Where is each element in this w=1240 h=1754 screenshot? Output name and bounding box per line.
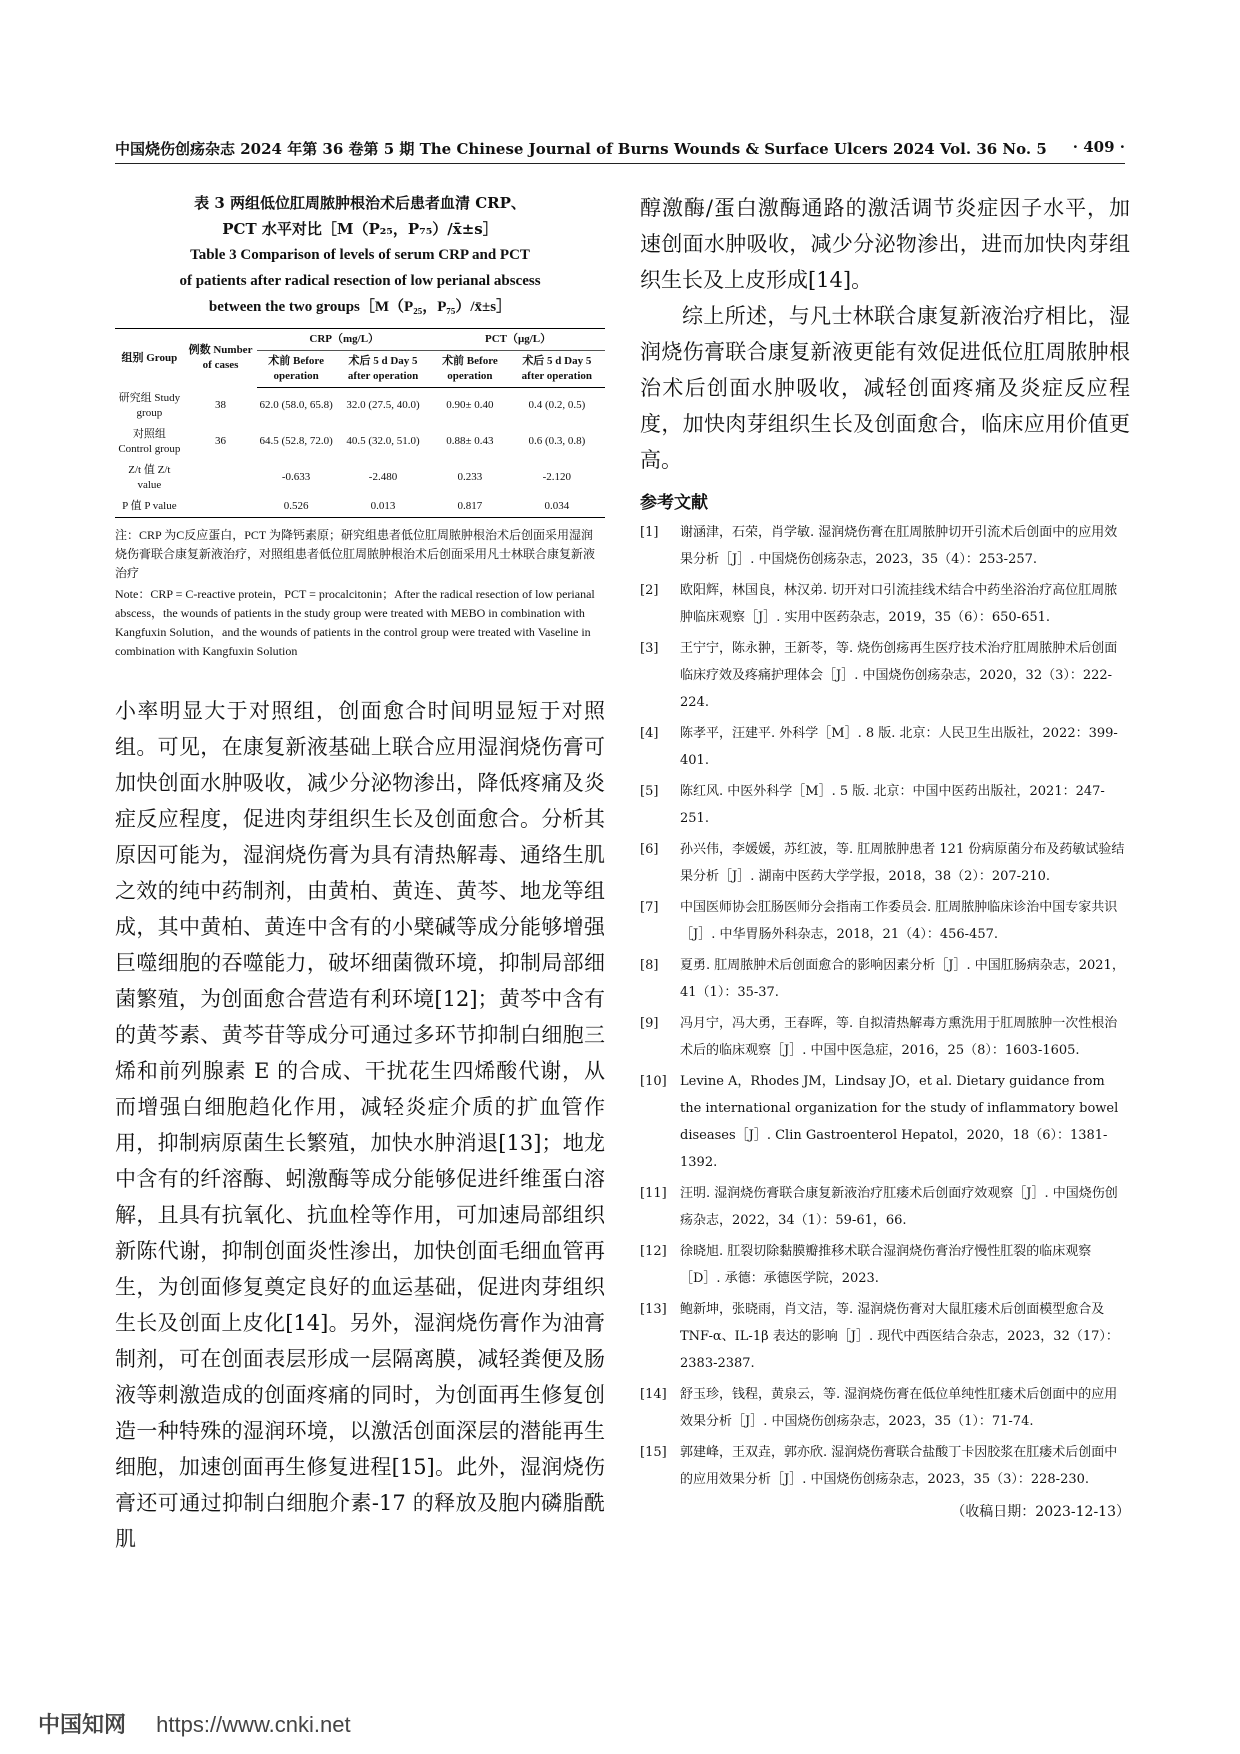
cell-group: 研究组 Study group — [118, 391, 181, 419]
cell-crp-before: 64.5 (52.8, 72.0) — [259, 435, 333, 447]
reference-text: 汪明. 湿润烧伤膏联合康复新液治疗肛瘘术后创面疗效观察［J］. 中国烧伤创疡杂志，2022，34（1）：59-61，66. — [680, 1186, 1118, 1228]
table-note — [115, 526, 605, 661]
reference-item — [640, 1180, 1130, 1234]
footer-watermark — [38, 1708, 351, 1739]
cell-pct-before: 0.90± 0.40 — [446, 399, 494, 412]
cell-pct-before: 0.233 — [457, 471, 483, 483]
references-heading: 参考文献 — [640, 493, 708, 513]
body-paragraph-conclusion: 综上所述，与凡士林联合康复新液治疗相比，湿润烧伤膏联合康复新液更能有效促进低位肛周脓肿根治术后创面水肿吸收，减轻创面疼痛及炎症反应程度，加快肉芽组织生长及创面愈合，临床应用价值更高。 — [640, 304, 1130, 472]
reference-number: [10] — [640, 1074, 667, 1089]
reference-number: [9] — [640, 1016, 659, 1031]
cell-pct-before: 0.88± 0.43 — [446, 435, 494, 447]
running-header — [115, 138, 1125, 164]
cell-crp-before: -0.633 — [281, 471, 311, 483]
reference-item — [640, 1068, 1130, 1176]
reference-item — [640, 1439, 1130, 1493]
reference-number: [12] — [640, 1244, 667, 1259]
table-title-en-3: between the two groups［M（P₂₅，P₇₅）/x̄±s］ — [208, 299, 512, 315]
reference-number: [2] — [640, 583, 659, 598]
reference-number: [14] — [640, 1387, 667, 1402]
reference-item — [640, 894, 1130, 948]
journal-info: 中国烧伤创疡杂志 2024 年第 36 卷第 5 期 The Chinese Journal of Burns Wounds & Surface Ulcers 2024 Vol. 36 No. 5 — [115, 140, 1047, 158]
table-title-cn-2: PCT 水平对比［M（P₂₅，P₇₅）/x̄±s］ — [222, 220, 498, 238]
results-table — [115, 328, 605, 518]
reference-item — [640, 1296, 1130, 1377]
cell-pct-before: 0.817 — [431, 496, 509, 518]
reference-item — [640, 1381, 1130, 1435]
reference-text: 王宁宁，陈永翀，王新苓，等. 烧伤创疡再生医疗技术治疗肛周脓肿术后创面临床疗效及疼痛护理体会［J］. 中国烧伤创疡杂志，2020，32（3）：222-224. — [680, 641, 1118, 710]
cell-n: 36 — [215, 435, 227, 447]
table-row — [115, 460, 605, 496]
cell-pct-after: 0.6 (0.3, 0.8) — [528, 435, 586, 447]
reference-number: [6] — [640, 842, 659, 857]
cell-crp-after: 40.5 (32.0, 51.0) — [346, 435, 420, 447]
reference-number: [8] — [640, 958, 659, 973]
cell-pct-after: 0.4 (0.2, 0.5) — [528, 399, 586, 412]
reference-number: [7] — [640, 900, 659, 915]
reference-text: 冯月宁，冯大勇，王春晖，等. 自拟清热解毒方熏洗用于肛周脓肿一次性根治术后的临床观察［J］. 中国中医急症，2016，25（8）：1603-1605. — [680, 1016, 1118, 1058]
cell-n — [184, 460, 258, 496]
reference-text: 陈红风. 中医外科学［M］. 5 版. 北京：中国中医药出版社，2021：247-251. — [680, 784, 1105, 826]
header-crp: CRP（mg/L） — [257, 329, 431, 351]
cell-pct-after: -2.120 — [542, 471, 572, 483]
table-title-cn-1: 表 3 两组低位肛周脓肿根治术后患者血清 CRP、 — [194, 194, 526, 212]
header-pct: PCT（μg/L） — [431, 329, 605, 351]
cell-group: Z/t 值 Z/t value — [128, 463, 171, 491]
reference-text: 陈孝平，汪建平. 外科学［M］. 8 版. 北京：人民卫生出版社，2022：399-401. — [680, 726, 1118, 768]
reference-text: 中国医师协会肛肠医师分会指南工作委员会. 肛周脓肿临床诊治中国专家共识［J］. 中华胃肠外科杂志，2018，21（4）：456-457. — [680, 900, 1118, 942]
reference-item — [640, 720, 1130, 774]
table-note-cn: 注：CRP 为C反应蛋白，PCT 为降钙素原；研究组患者低位肛周脓肿根治术后创面采用湿润烧伤膏联合康复新液治疗，对照组患者低位肛周脓肿根治术后创面采用凡士林联合康复新液治疗 — [115, 527, 596, 580]
table-row — [115, 424, 605, 460]
reference-number: [15] — [640, 1445, 667, 1460]
body-paragraph-right-1: 醇激酶/蛋白激酶通路的激活调节炎症因子水平，加速创面水肿吸收，减少分泌物渗出，进而加快肉芽组织生长及上皮形成[14]。 — [640, 196, 1130, 292]
body-paragraph-left: 小率明显大于对照组，创面愈合时间明显短于对照组。可见，在康复新液基础上联合应用湿润烧伤膏可加快创面水肿吸收，减少分泌物渗出，降低疼痛及炎症反应程度，促进肉芽组织生长及创面愈合。分析其原因可能为，湿润烧伤膏为具有清热解毒、通络生肌之效的纯中药制剂，由黄柏、黄连、黄芩、地龙等组成，其中黄柏、黄连中含有的小檗碱等成分能够增强巨噬细胞的吞噬能力，破坏细菌微环境，抑制局部细菌繁殖，为创面愈合营造有利环境[12]；黄芩中含有的黄芩素、黄芩苷等成分可通过多环节抑制白细胞三烯和前列腺素 E 的合成、干扰花生四烯酸代谢，从而增强白细胞趋化作用，减轻炎症介质的扩血管作用，抑制病原菌生长繁殖，加快水肿消退[13]；地龙中含有的纤溶酶、蚓激酶等成分能够促进纤维蛋白溶解，且具有抗氧化、抗血栓等作用，可加速局部组织新陈代谢，抑制创面炎性渗出，加快创面毛细血管再生，为创面修复奠定良好的血运基础，促进肉芽组织生长及创面上皮化[14]。另外，湿润烧伤膏作为油膏制剂，可在创面表层形成一层隔离膜，减轻粪便及肠液等刺激造成的创面疼痛的同时，为创面再生修复创造一种特殊的湿润环境，以激活创面深层的潜能再生细胞，加速创面再生修复进程[15]。此外，湿润烧伤膏还可通过抑制白细胞介素-17 的释放及胞内磷脂酰肌 — [115, 698, 605, 1551]
reference-item — [640, 1238, 1130, 1292]
reference-text: 孙兴伟，李媛媛，苏红波，等. 肛周脓肿患者 121 份病原菌分布及药敏试验结果分析［J］. 湖南中医药大学学报，2018，38（2）：207-210. — [680, 842, 1125, 884]
reference-item — [640, 577, 1130, 631]
cnki-url[interactable]: https://www.cnki.net — [156, 1712, 351, 1737]
reference-list — [640, 519, 1130, 1493]
right-column — [640, 190, 1130, 1521]
cell-group: P 值 P value — [115, 496, 184, 518]
cell-crp-before: 62.0 (58.0, 65.8) — [259, 399, 333, 412]
left-column — [115, 190, 605, 1557]
reference-text: 谢涵津，石荣，肖学敏. 湿润烧伤膏在肛周脓肿切开引流术后创面中的应用效果分析［J］. 中国烧伤创疡杂志，2023，35（4）：253-257. — [680, 525, 1118, 567]
reference-number: [1] — [640, 525, 659, 540]
reference-text: 欧阳辉，林国良，林汉弟. 切开对口引流挂线术结合中药坐浴治疗高位肛周脓肿临床观察［J］. 实用中医药杂志，2019，35（6）：650-651. — [680, 583, 1118, 625]
table-title-en-2: of patients after radical resection of low perianal abscess — [179, 273, 541, 289]
cell-crp-after: -2.480 — [368, 471, 398, 483]
header-crp-before: 术前 Before operation — [257, 351, 335, 388]
cell-n — [184, 496, 258, 518]
header-cases: 例数 Number of cases — [184, 329, 258, 388]
reference-text: 夏勇. 肛周脓肿术后创面愈合的影响因素分析［J］. 中国肛肠病杂志，2021，41（1）：35-37. — [680, 958, 1125, 1000]
header-pct-before: 术前 Before operation — [431, 351, 509, 388]
table-caption — [115, 190, 605, 320]
reference-item — [640, 778, 1130, 832]
reference-number: [3] — [640, 641, 659, 656]
cell-pct-after: 0.034 — [509, 496, 605, 518]
reference-number: [4] — [640, 726, 659, 741]
reference-text: 舒玉珍，钱程，黄泉云，等. 湿润烧伤膏在低位单纯性肛瘘术后创面中的应用效果分析［J］. 中国烧伤创疡杂志，2023，35（1）：71-74. — [680, 1387, 1118, 1429]
reference-number: [5] — [640, 784, 659, 799]
reference-text: 徐晓旭. 肛裂切除黏膜瓣推移术联合湿润烧伤膏治疗慢性肛裂的临床观察［D］. 承德：承德医学院，2023. — [680, 1244, 1092, 1286]
reference-item — [640, 952, 1130, 1006]
cell-crp-after: 32.0 (27.5, 40.0) — [346, 399, 420, 412]
reference-text: 郭建峰，王双垚，郭亦欣. 湿润烧伤膏联合盐酸丁卡因胶浆在肛瘘术后创面中的应用效果分析［J］. 中国烧伤创疡杂志，2023，35（3）：228-230. — [680, 1445, 1118, 1487]
cell-group: 对照组 Control group — [118, 427, 181, 455]
reference-item — [640, 1010, 1130, 1064]
cell-crp-before: 0.526 — [257, 496, 335, 518]
reference-item — [640, 635, 1130, 716]
reference-number: [11] — [640, 1186, 667, 1201]
reference-text: Levine A，Rhodes JM，Lindsay JO，et al. Dietary guidance from the international organization for the study of inflammatory bowel diseases［J］. Clin Gastroenterol Hepatol，2020，18（6）：1381-1392. — [680, 1074, 1119, 1170]
reference-number: [13] — [640, 1302, 667, 1317]
table-note-en: Note：CRP = C-reactive protein，PCT = procalcitonin；After the radical resection of low perianal abscess，the wounds of patients in the study group were treated with MEBO in combination with Kangfuxin Solution，and the wounds of patients in the control group were treated with Vaseline in combination with Kangfuxin Solution — [115, 586, 595, 658]
table-row — [115, 388, 605, 424]
header-group: 组别 Group — [115, 329, 184, 388]
cnki-logo: 中国知网 — [38, 1712, 127, 1737]
table-title-en-1: Table 3 Comparison of levels of serum CRP and PCT — [190, 247, 530, 263]
header-crp-after: 术后 5 d Day 5 after operation — [335, 351, 431, 388]
cell-crp-after: 0.013 — [335, 496, 431, 518]
cell-n: 38 — [215, 399, 227, 411]
header-pct-after: 术后 5 d Day 5 after operation — [509, 351, 605, 388]
reference-item — [640, 836, 1130, 890]
page-number: · 409 · — [1072, 138, 1125, 156]
received-date: （收稿日期：2023-12-13） — [951, 1504, 1130, 1520]
table-row — [115, 496, 605, 518]
reference-text: 鲍新坤，张晓雨，肖文洁，等. 湿润烧伤膏对大鼠肛瘘术后创面模型愈合及 TNF-α、IL-1β 表达的影响［J］. 现代中西医结合杂志，2023，32（17）：2383-2387. — [680, 1302, 1119, 1371]
reference-item — [640, 519, 1130, 573]
